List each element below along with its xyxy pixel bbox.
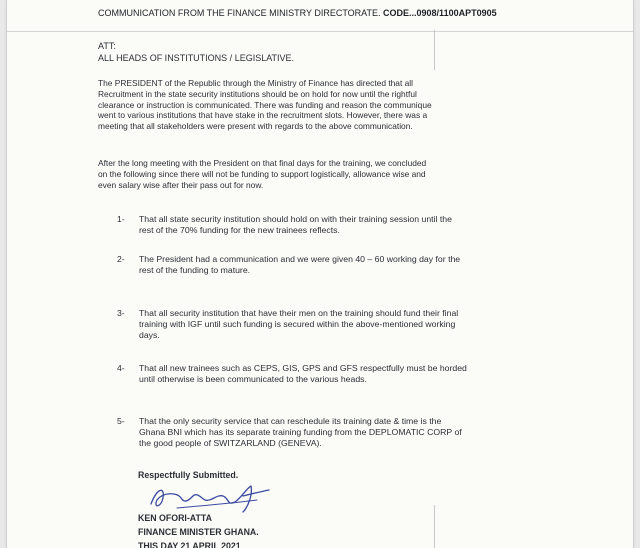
document-page — [6, 0, 634, 548]
signatory-date: THIS DAY 21 APRIL 2021 — [138, 541, 241, 548]
item-line: The President had a communication and we were given 40 – 60 working day for the — [139, 254, 461, 264]
item-line: That all security institution that have their men on the training should fund their final — [139, 308, 459, 318]
item-line: until otherwise is been communicated to the various heads. — [139, 374, 367, 385]
header-code: CODE...0908/1100APT0905 — [383, 8, 497, 18]
item-line: rest of the 70% funding for the new trainees reflects. — [139, 225, 340, 236]
signature — [147, 478, 277, 518]
item-line: Ghana BNI which has its separate training funding from the DEPLOMATIC CORP of — [139, 427, 462, 438]
closing-text: Respectfully Submitted. — [138, 470, 239, 480]
meeting-paragraph — [98, 158, 528, 190]
item-number: 2- — [117, 254, 125, 264]
address-block — [98, 40, 294, 64]
text-line: went to various institutions that have stake in the recruitment slots. However, there was a — [98, 110, 428, 121]
item-line: That all new trainees such as CEPS, GIS, GPS and GFS respectfully must be horded — [139, 363, 467, 373]
item-line: the good people of SWITZARLAND (GENEVA). — [139, 438, 322, 449]
item-number: 5- — [117, 416, 125, 426]
item-number: 4- — [117, 363, 125, 373]
item-line: That all state security institution should hold on with their training session until the — [139, 214, 452, 224]
fold-line-lower — [434, 505, 435, 548]
text-line: clearance or instruction is communicated. There was funding and reason the communique — [98, 99, 432, 110]
text-line: The PRESIDENT of the Republic through the Ministry of Finance has directed that all — [98, 78, 413, 88]
text-line: Recruitment in the state security institutions should be on hold for now until the rightful — [98, 88, 417, 99]
text-line: After the long meeting with the President on that final days for the training, we concluded — [98, 158, 427, 168]
text-line: even salary wise after their pass out for now. — [98, 179, 264, 190]
header-title: COMMUNICATION FROM THE FINANCE MINISTRY DIRECTORATE. — [98, 8, 381, 18]
item-line: days. — [139, 330, 160, 341]
item-line: training with IGF until such funding is secured within the above-mentioned working — [139, 319, 456, 330]
text-line: on the following since there will not be funding to support logistically, allowance wise and — [98, 168, 426, 179]
document-header — [98, 8, 497, 18]
item-line: That the only security service that can reschedule its training date & time is the — [139, 416, 442, 426]
item-line: rest of the funding to mature. — [139, 265, 251, 276]
signatory-title: FINANCE MINISTER GHANA. — [138, 527, 259, 537]
att-label: ATT: — [98, 41, 116, 51]
item-number: 1- — [117, 214, 125, 224]
header-divider — [7, 31, 633, 32]
intro-paragraph — [98, 78, 528, 132]
text-line: meeting that all stakeholders were present with regards to the above communication. — [98, 121, 413, 132]
signatory-name: KEN OFORI-ATTA — [138, 513, 212, 523]
item-number: 3- — [117, 308, 125, 318]
fold-line — [434, 30, 435, 70]
addressee: ALL HEADS OF INSTITUTIONS / LEGISLATIVE. — [98, 53, 295, 63]
